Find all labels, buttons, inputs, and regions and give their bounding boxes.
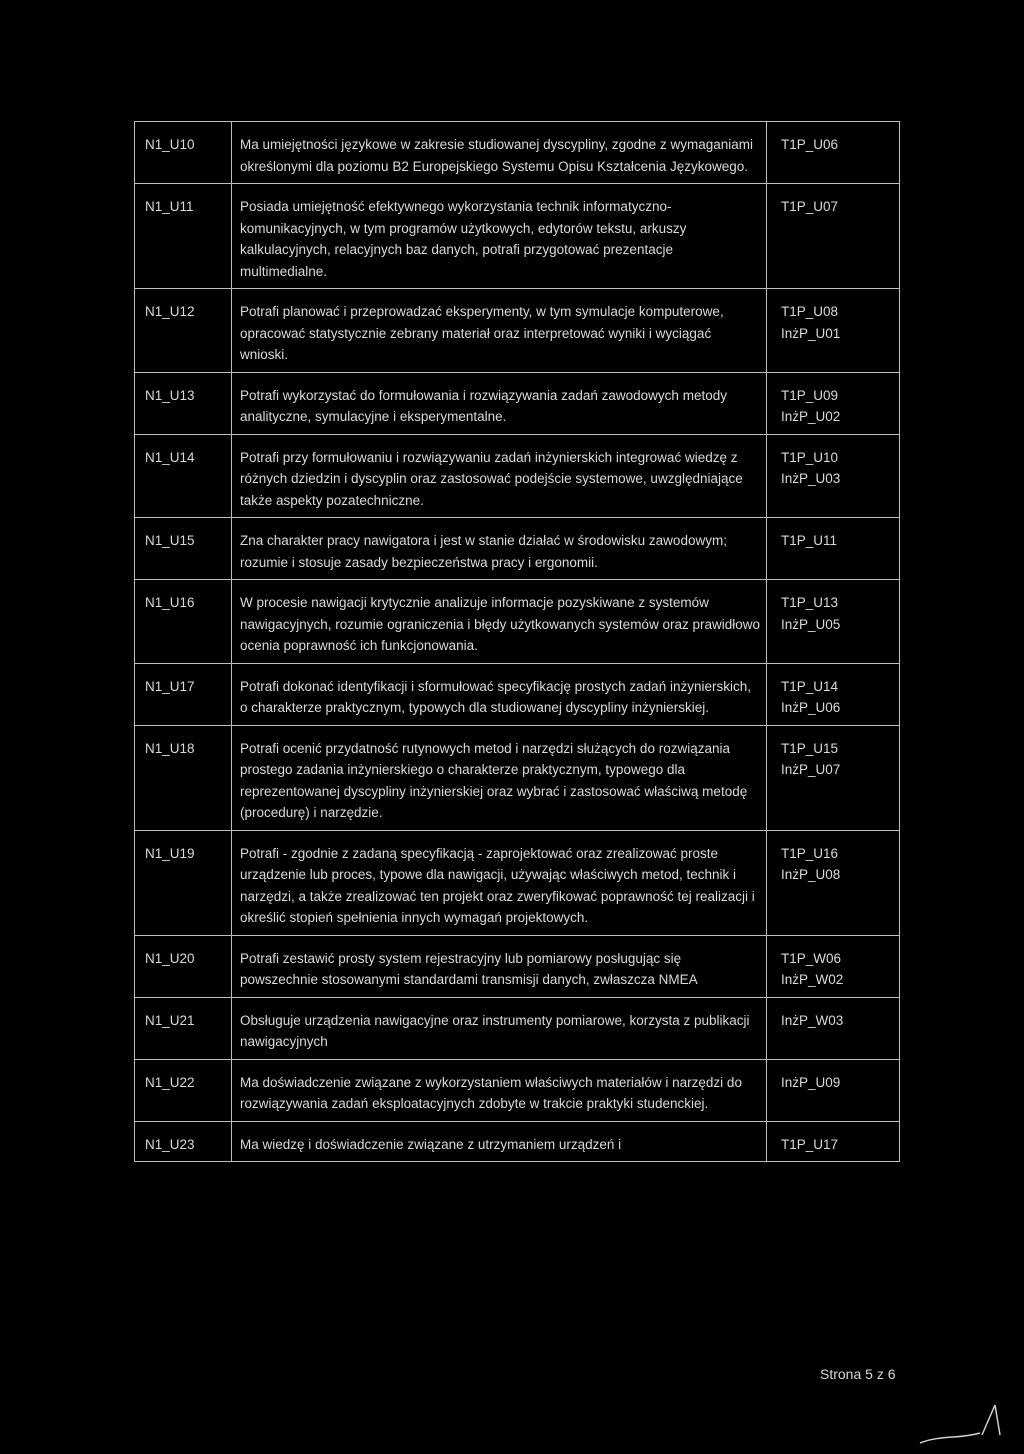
outcome-code: N1_U10 [135,122,232,184]
outcome-code: N1_U21 [135,997,232,1059]
outcome-code: N1_U18 [135,725,232,830]
outcome-description: Ma doświadczenie związane z wykorzystaniem właściwych materiałów i narzędzi do rozwiązywania zadań eksploatacyjnych zdobyte w trakcie praktyki studenckiej. [232,1059,767,1121]
reference-code: T1P_U16 [781,845,839,861]
outcome-references [767,935,900,997]
outcome-references [767,122,900,184]
outcome-references [767,518,900,580]
outcome-references [767,725,900,830]
outcome-code: N1_U20 [135,935,232,997]
table-row [135,122,900,184]
outcome-code: N1_U13 [135,372,232,434]
outcome-references [767,663,900,725]
outcome-references [767,372,900,434]
reference-code: T1P_U15 [781,740,839,756]
outcome-code: N1_U14 [135,434,232,518]
outcome-description: Ma umiejętności językowe w zakresie studiowanej dyscypliny, zgodne z wymaganiami określonymi dla poziomu B2 Europejskiego Systemu Opisu Kształcenia Językowego. [232,122,767,184]
outcome-description: Potrafi zestawić prosty system rejestracyjny lub pomiarowy posługując się powszechnie stosowanymi standardami transmisji danych, zwłaszcza NMEA [232,935,767,997]
reference-code: InżP_U01 [781,325,841,341]
reference-code: InżP_W03 [781,1012,844,1028]
reference-code: InżP_U02 [781,409,841,424]
table-row [135,830,900,935]
outcome-references [767,997,900,1059]
reference-code: T1P_U07 [781,199,839,214]
table-row [135,372,900,434]
reference-code: T1P_U14 [781,678,839,694]
outcome-description: Posiada umiejętność efektywnego wykorzystania technik informatyczno-komunikacyjnych, w tym programów użytkowych, edytorów tekstu, arkuszy kalkulacyjnych, relacyjnych baz danych, potrafi przygotować prezentacje multimedialne. [232,184,767,289]
reference-code: InżP_U06 [781,700,841,715]
outcome-description: Potrafi - zgodnie z zadaną specyfikacją - zaprojektować oraz zrealizować proste urządzenie lub proces, typowe dla nawigacji, używając właściwych metod, technik i narzędzi, a także zrealizować ten projekt oraz zweryfikować poprawność tej realizacji i określić stopień spełnienia innych wymagań projektowych. [232,830,767,935]
reference-code: T1P_U09 [781,387,839,403]
outcome-description: Potrafi dokonać identyfikacji i sformułować specyfikację prostych zadań inżynierskich, o charakterze praktycznym, typowych dla studiowanej dyscypliny inżynierskiej. [232,663,767,725]
outcome-references [767,1121,900,1162]
table-row [135,663,900,725]
table-body [135,122,900,1162]
outcome-description: Potrafi planować i przeprowadzać eksperymenty, w tym symulacje komputerowe, opracować statystycznie zebrany materiał oraz interpretować wyniki i wyciągać wnioski. [232,289,767,373]
table-row [135,1121,900,1162]
reference-code: InżP_U03 [781,471,841,486]
outcome-description: Potrafi ocenić przydatność rutynowych metod i narzędzi służących do rozwiązania prostego zadania inżynierskiego o charakterze praktycznym, typowego dla reprezentowanej dyscypliny inżynierskiej oraz wybrać i zastosować właściwą metodę (procedurę) i narzędzie. [232,725,767,830]
outcome-code: N1_U19 [135,830,232,935]
reference-code: T1P_W06 [781,950,842,966]
outcome-code: N1_U15 [135,518,232,580]
reference-code: T1P_U06 [781,137,839,152]
outcome-references [767,289,900,373]
reference-code: T1P_U10 [781,449,839,465]
outcome-references [767,580,900,664]
outcome-description: Potrafi wykorzystać do formułowania i rozwiązywania zadań zawodowych metody analityczne, symulacyjne i eksperymentalne. [232,372,767,434]
reference-code: T1P_U11 [781,533,838,548]
page-number: Strona 5 z 6 [820,1366,896,1382]
outcome-code: N1_U22 [135,1059,232,1121]
table-row [135,434,900,518]
outcome-code: N1_U17 [135,663,232,725]
outcome-code: N1_U23 [135,1121,232,1162]
table-row [135,935,900,997]
outcome-description: W procesie nawigacji krytycznie analizuje informacje pozyskiwane z systemów nawigacyjnych, rozumie ograniczenia i błędy użytkowanych systemów oraz prawidłowo ocenia poprawność ich funkcjonowania. [232,580,767,664]
table-row [135,997,900,1059]
outcome-description: Potrafi przy formułowaniu i rozwiązywaniu zadań inżynierskich integrować wiedzę z różnych dziedzin i dyscyplin oraz zastosować podejście systemowe, uwzględniające także aspekty pozatechniczne. [232,434,767,518]
reference-code: InżP_U07 [781,762,841,777]
table-row [135,184,900,289]
table-row [135,725,900,830]
reference-code: T1P_U13 [781,595,839,610]
reference-code: T1P_U08 [781,304,839,319]
outcome-description: Zna charakter pracy nawigatora i jest w stanie działać w środowisku zawodowym; rozumie i stosuje zasady bezpieczeństwa pracy i ergonomii. [232,518,767,580]
outcome-code: N1_U12 [135,289,232,373]
outcome-description: Ma wiedzę i doświadczenie związane z utrzymaniem urządzeń i [232,1121,767,1162]
outcome-references [767,434,900,518]
table-row [135,518,900,580]
signature-mark [900,1395,1010,1450]
outcome-code: N1_U16 [135,580,232,664]
reference-code: InżP_U08 [781,867,841,882]
outcome-code: N1_U11 [135,184,232,289]
table-row [135,1059,900,1121]
reference-code: InżP_U09 [781,1074,841,1090]
outcome-references [767,184,900,289]
outcome-references [767,1059,900,1121]
reference-code: InżP_W02 [781,972,844,987]
reference-code: InżP_U05 [781,616,841,632]
table-row [135,289,900,373]
outcome-description: Obsługuje urządzenia nawigacyjne oraz instrumenty pomiarowe, korzysta z publikacji nawigacyjnych [232,997,767,1059]
learning-outcomes-table [134,121,900,1162]
table-row [135,580,900,664]
reference-code: T1P_U17 [781,1136,839,1152]
outcome-references [767,830,900,935]
